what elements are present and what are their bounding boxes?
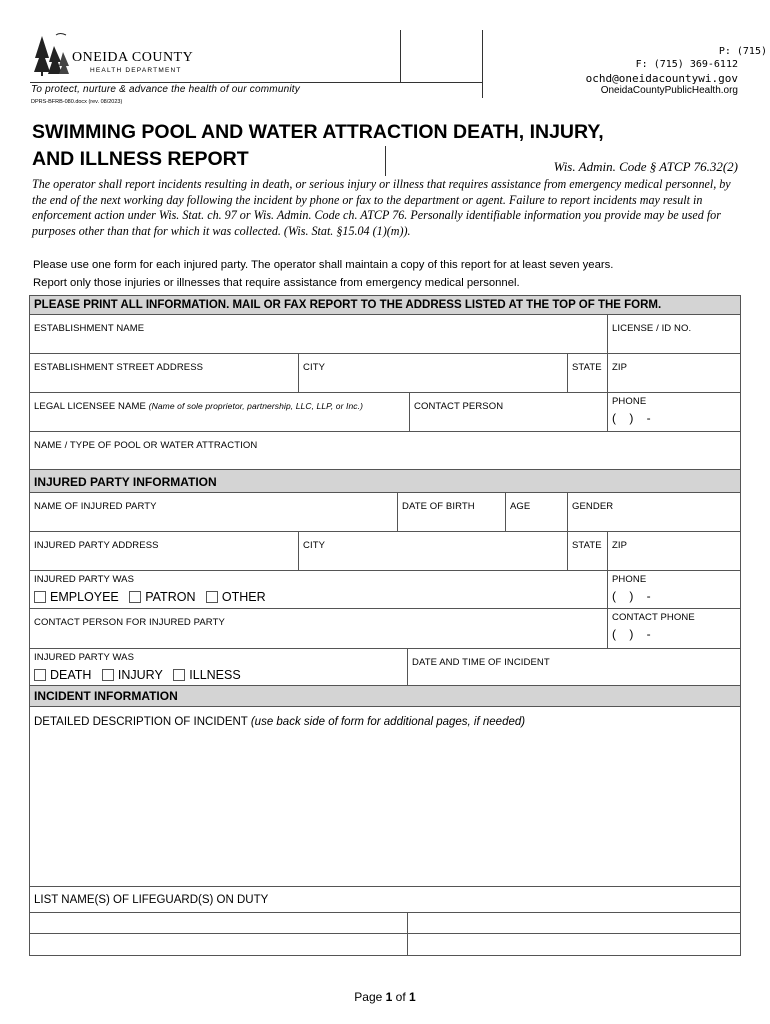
patron-option-label: PATRON <box>145 590 196 604</box>
contact-person-field[interactable] <box>410 393 608 431</box>
contact-for-injured-field[interactable] <box>30 609 608 648</box>
injured-phone-field[interactable] <box>608 571 740 608</box>
zip-field[interactable] <box>608 354 740 392</box>
intro-line1: Please use one form for each injured party. The operator shall maintain a copy of this report for at least seven years. <box>33 259 614 271</box>
city-label: CITY <box>303 362 326 373</box>
phone-label: PHONE <box>612 396 647 407</box>
contact-for-injured-label: CONTACT PERSON FOR INJURED PARTY <box>34 617 225 628</box>
injured-was-outcome-field <box>30 649 408 685</box>
license-id-label: LICENSE / ID NO. <box>612 323 692 334</box>
pool-name-label: NAME / TYPE OF POOL OR WATER ATTRACTION <box>34 440 258 451</box>
contact-phone: P: (715) <box>718 46 767 57</box>
lifeguard-entry-4[interactable] <box>408 934 740 955</box>
gender-field[interactable] <box>568 493 740 531</box>
lifeguards-label: LIST NAME(S) OF LIFEGUARD(S) ON DUTY <box>34 894 269 906</box>
state-label: STATE <box>572 362 602 373</box>
dob-label: DATE OF BIRTH <box>402 501 475 512</box>
phone-format: ( ) - <box>612 411 651 425</box>
establishment-name-label: ESTABLISHMENT NAME <box>34 323 145 334</box>
phone-field[interactable] <box>608 393 740 431</box>
injured-address-label: INJURED PARTY ADDRESS <box>34 540 159 551</box>
injured-was-role-field <box>30 571 608 608</box>
dob-field[interactable] <box>398 493 506 531</box>
employee-option-label: EMPLOYEE <box>50 590 119 604</box>
page-title-line2: AND ILLNESS REPORT <box>32 148 249 170</box>
city-field[interactable] <box>299 354 568 392</box>
tagline: To protect, nurture & advance the health of our community <box>31 84 300 95</box>
injured-name-label: NAME OF INJURED PARTY <box>34 501 157 512</box>
licensee-name-field[interactable] <box>30 393 410 431</box>
form-code: DPRS-BFRB-080.docx (rev. 08/2023) <box>31 99 123 105</box>
illness-checkbox[interactable] <box>173 669 185 681</box>
lifeguard-entry-2[interactable] <box>408 913 740 933</box>
report-form <box>29 295 741 956</box>
patron-checkbox[interactable] <box>129 591 141 603</box>
injured-city-label: CITY <box>303 540 326 551</box>
contact-person-label: CONTACT PERSON <box>414 401 504 412</box>
age-field[interactable] <box>506 493 568 531</box>
lifeguards-label-row <box>30 887 740 912</box>
other-option-label: OTHER <box>221 590 266 604</box>
death-checkbox[interactable] <box>34 669 46 681</box>
contact-phone-field[interactable] <box>608 609 740 648</box>
injured-address-field[interactable] <box>30 532 299 570</box>
lifeguard-entry-1[interactable] <box>30 913 408 933</box>
injured-state-label: STATE <box>572 540 602 551</box>
contact-phone-format: ( ) - <box>612 627 651 641</box>
contact-website[interactable]: OneidaCountyPublicHealth.org <box>600 85 738 96</box>
injured-city-field[interactable] <box>299 532 568 570</box>
date-time-field[interactable] <box>408 649 740 685</box>
street-address-label: ESTABLISHMENT STREET ADDRESS <box>34 362 204 373</box>
illness-option-label: ILLNESS <box>189 668 241 682</box>
injured-name-field[interactable] <box>30 493 398 531</box>
injured-party-header: INJURED PARTY INFORMATION <box>30 470 740 493</box>
employee-checkbox[interactable] <box>34 591 46 603</box>
incident-info-header: INCIDENT INFORMATION <box>30 686 740 707</box>
licensee-name-label: LEGAL LICENSEE NAME (Name of sole proprietor, partnership, LLC, LLP, or Inc.) <box>34 401 364 412</box>
injured-zip-field[interactable] <box>608 532 740 570</box>
injured-phone-label: PHONE <box>612 574 647 585</box>
description-label: DETAILED DESCRIPTION OF INCIDENT (use back side of form for additional pages, if needed) <box>34 716 526 728</box>
injured-state-field[interactable] <box>568 532 608 570</box>
lifeguard-entry-3[interactable] <box>30 934 408 955</box>
contact-email[interactable]: ochd@oneidacountywi.gov <box>585 72 738 85</box>
intro-italic: The operator shall report incidents resulting in death, or serious injury or illness that requires assistance from emergency medical personnel, by the end of the next working day following the incident by phone or fax to the department or agent. Failure to report incidents may result in enforcement action under Wis. Stat. ch. 97 or Wis. Admin. Code ch. ATCP 76. Personally identifiable information you provide may be used for purposes other than that for which it was collected. (Wis. Stat. §15.04 (1)(m)). <box>32 177 731 238</box>
tree-logo-icon <box>32 32 72 78</box>
description-field[interactable] <box>30 707 740 886</box>
intro-line2: Report only those injuries or illnesses that require assistance from emergency medical personnel. <box>33 277 520 289</box>
state-field[interactable] <box>568 354 608 392</box>
contact-phone-label: CONTACT PHONE <box>612 612 695 623</box>
contact-fax: F: (715) 369-6112 <box>635 59 738 70</box>
page-title-line1: SWIMMING POOL AND WATER ATTRACTION DEATH, INJURY, <box>32 121 604 143</box>
other-checkbox[interactable] <box>206 591 218 603</box>
injured-phone-format: ( ) - <box>612 589 651 603</box>
logo-subtitle: HEALTH DEPARTMENT <box>90 67 182 74</box>
injured-was-role-label: INJURED PARTY WAS <box>34 574 135 585</box>
injury-checkbox[interactable] <box>102 669 114 681</box>
date-time-label: DATE AND TIME OF INCIDENT <box>412 657 550 668</box>
pool-name-field[interactable] <box>30 432 740 469</box>
zip-label: ZIP <box>612 362 628 373</box>
license-id-field[interactable] <box>608 315 740 353</box>
gender-label: GENDER <box>572 501 614 512</box>
logo-name: ONEIDA COUNTY <box>72 50 194 65</box>
page-number: Page 1 of 1 <box>354 990 416 1004</box>
logo <box>32 30 202 80</box>
form-main-header: PLEASE PRINT ALL INFORMATION. MAIL OR FAX REPORT TO THE ADDRESS LISTED AT THE TOP OF THE FORM. <box>30 296 740 315</box>
injury-option-label: INJURY <box>117 668 163 682</box>
injured-was-outcome-label: INJURED PARTY WAS <box>34 652 135 663</box>
death-option-label: DEATH <box>50 668 92 682</box>
street-address-field[interactable] <box>30 354 299 392</box>
code-citation: Wis. Admin. Code § ATCP 76.32(2) <box>553 159 738 174</box>
injured-zip-label: ZIP <box>612 540 628 551</box>
establishment-name-field[interactable] <box>30 315 608 353</box>
age-label: AGE <box>510 501 531 512</box>
